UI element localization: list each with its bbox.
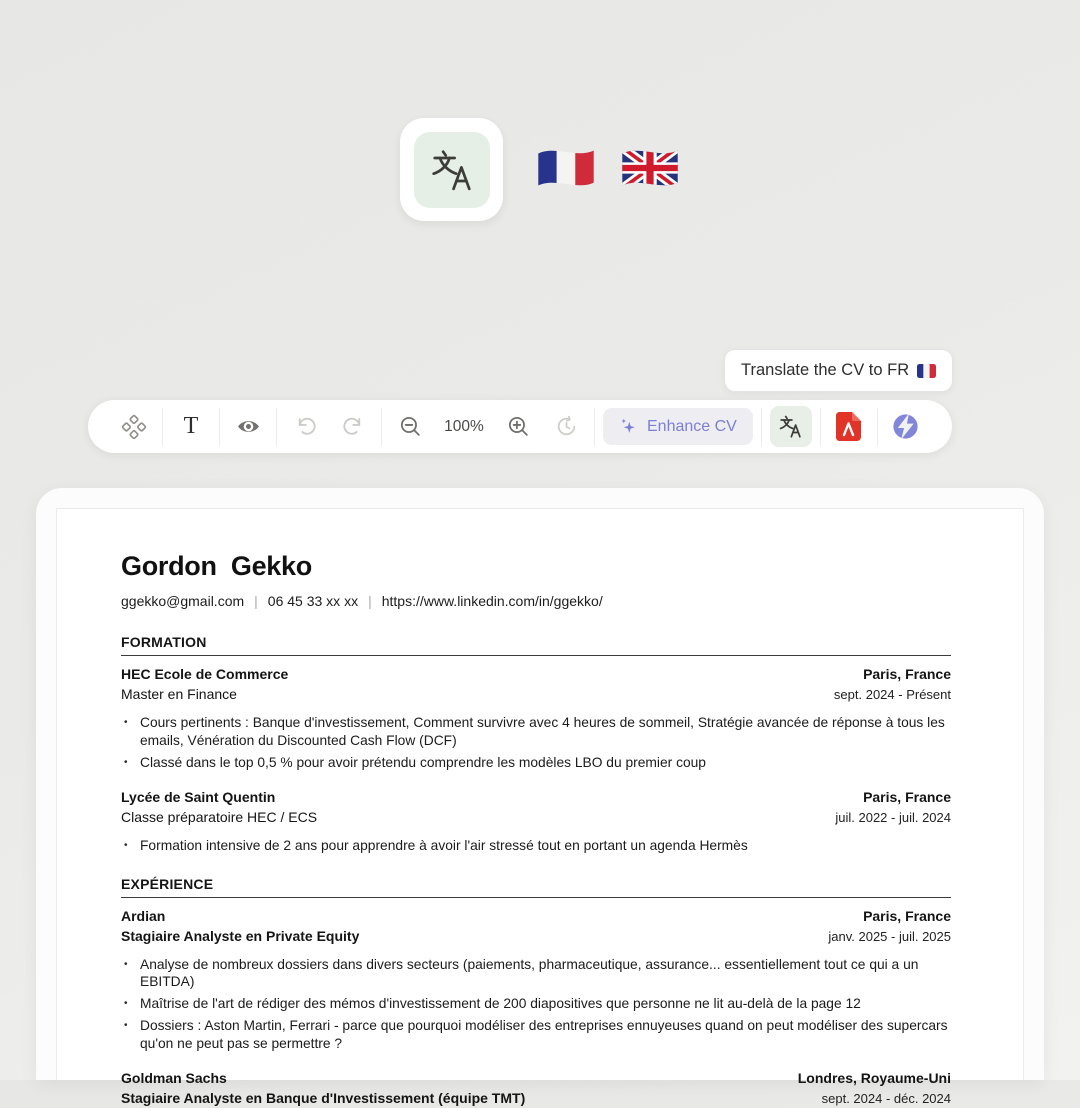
sparkle-icon [619, 417, 638, 436]
cv-entry [121, 1069, 951, 1108]
enhance-cv-button[interactable] [603, 408, 753, 445]
toolbar-separator [381, 408, 382, 446]
contact-separator: | [254, 593, 258, 609]
french-flag-icon [917, 364, 936, 378]
section-title: EXPÉRIENCE [121, 876, 951, 898]
translate-glyph-icon [429, 147, 475, 193]
entry-role: Stagiaire Analyste en Banque d'Investissement (équipe TMT) [121, 1089, 525, 1108]
cv-page[interactable] [56, 508, 1024, 1080]
entry-role: Classe préparatoire HEC / ECS [121, 808, 317, 827]
entry-location: Paris, France [863, 665, 951, 684]
toolbar-separator [761, 408, 762, 446]
bullet-item: • Cours pertinents : Banque d'investissement, Comment survivre avec 4 heures de sommeil, Stratégie avancée de réponse à tous les emails, Vénération du Discounted Cash Flow (DCF) [121, 714, 951, 749]
entry-org: HEC Ecole de Commerce [121, 665, 288, 684]
cv-phone: 06 45 33 xx xx [268, 593, 358, 609]
text-tool-icon: T [184, 413, 199, 440]
entry-location: Paris, France [863, 788, 951, 807]
uk-flag-icon [618, 143, 682, 193]
toolbar [88, 400, 952, 453]
translate-icon [778, 414, 803, 439]
entry-role: Stagiaire Analyste en Private Equity [121, 927, 359, 946]
entry-bullets [121, 837, 951, 855]
cv-email: ggekko@gmail.com [121, 593, 244, 609]
export-pdf-button[interactable] [829, 407, 869, 447]
undo-icon [293, 414, 318, 439]
entry-org: Goldman Sachs [121, 1069, 227, 1088]
entry-dates: sept. 2024 - déc. 2024 [822, 1089, 951, 1108]
template-icon [121, 414, 147, 440]
pdf-icon [835, 411, 862, 442]
undo-button[interactable] [285, 407, 325, 447]
preview-button[interactable] [228, 407, 268, 447]
entry-dates: janv. 2025 - juil. 2025 [828, 927, 951, 946]
eye-icon [236, 414, 261, 439]
document-card [36, 488, 1044, 1080]
toolbar-separator [219, 408, 220, 446]
bullet-item: • Formation intensive de 2 ans pour apprendre à avoir l'air stressé tout en portant un agenda Hermès [121, 837, 951, 855]
entry-bullets [121, 714, 951, 771]
entry-location: Paris, France [863, 907, 951, 926]
cv-entry [121, 907, 951, 1053]
entry-role: Master en Finance [121, 685, 237, 704]
translate-tooltip[interactable] [724, 349, 953, 392]
zoom-out-icon [398, 414, 423, 439]
tooltip-label: Translate the CV to FR [741, 361, 909, 380]
contact-separator: | [368, 593, 372, 609]
zoom-level[interactable]: 100% [438, 418, 490, 436]
cv-entry [121, 788, 951, 855]
french-flag-icon [534, 143, 598, 193]
toolbar-separator [594, 408, 595, 446]
redo-icon [341, 414, 366, 439]
toolbar-separator [820, 408, 821, 446]
bullet-item: • Maîtrise de l'art de rédiger des mémos d'investissement de 200 diapositives que personne ne lit au-delà de la page 12 [121, 995, 951, 1013]
toolbar-separator [162, 408, 163, 446]
redo-button[interactable] [333, 407, 373, 447]
enhance-cv-label: Enhance CV [647, 418, 737, 436]
text-tool-button[interactable] [171, 407, 211, 447]
brand-logo-button[interactable] [886, 407, 926, 447]
cv-linkedin: https://www.linkedin.com/in/ggekko/ [382, 593, 603, 609]
entry-location: Londres, Royaume-Uni [798, 1069, 951, 1088]
zoom-out-button[interactable] [390, 407, 430, 447]
history-icon [554, 414, 579, 439]
history-button[interactable] [546, 407, 586, 447]
translate-app-card [400, 118, 503, 221]
entry-org: Ardian [121, 907, 165, 926]
entry-org: Lycée de Saint Quentin [121, 788, 275, 807]
entry-dates: sept. 2024 - Présent [834, 685, 951, 704]
cv-section-experience [121, 876, 951, 1108]
translate-cv-button[interactable] [770, 406, 812, 447]
zoom-in-icon [506, 414, 531, 439]
brand-logo-icon [891, 412, 920, 441]
toolbar-separator [877, 408, 878, 446]
bullet-item: • Analyse de nombreux dossiers dans divers secteurs (paiements, pharmaceutique, assurance... essentiellement tout ce qui a un EBITDA) [121, 956, 951, 991]
bullet-item: • Classé dans le top 0,5 % pour avoir prétendu comprendre les modèles LBO du premier coup [121, 754, 951, 772]
cv-section-formation [121, 634, 951, 855]
translate-icon [414, 132, 490, 208]
entry-bullets [121, 956, 951, 1053]
section-title: FORMATION [121, 634, 951, 656]
toolbar-separator [276, 408, 277, 446]
cv-name: Gordon Gekko [121, 551, 951, 582]
cv-entry [121, 665, 951, 771]
template-button[interactable] [114, 407, 154, 447]
bullet-item: • Dossiers : Aston Martin, Ferrari - parce que pourquoi modéliser des entreprises ennuyeuses quand on peut modéliser des supercars qu'on ne peut pas se permettre ? [121, 1017, 951, 1052]
zoom-in-button[interactable] [498, 407, 538, 447]
entry-dates: juil. 2022 - juil. 2024 [835, 808, 951, 827]
cv-contact [121, 593, 951, 609]
